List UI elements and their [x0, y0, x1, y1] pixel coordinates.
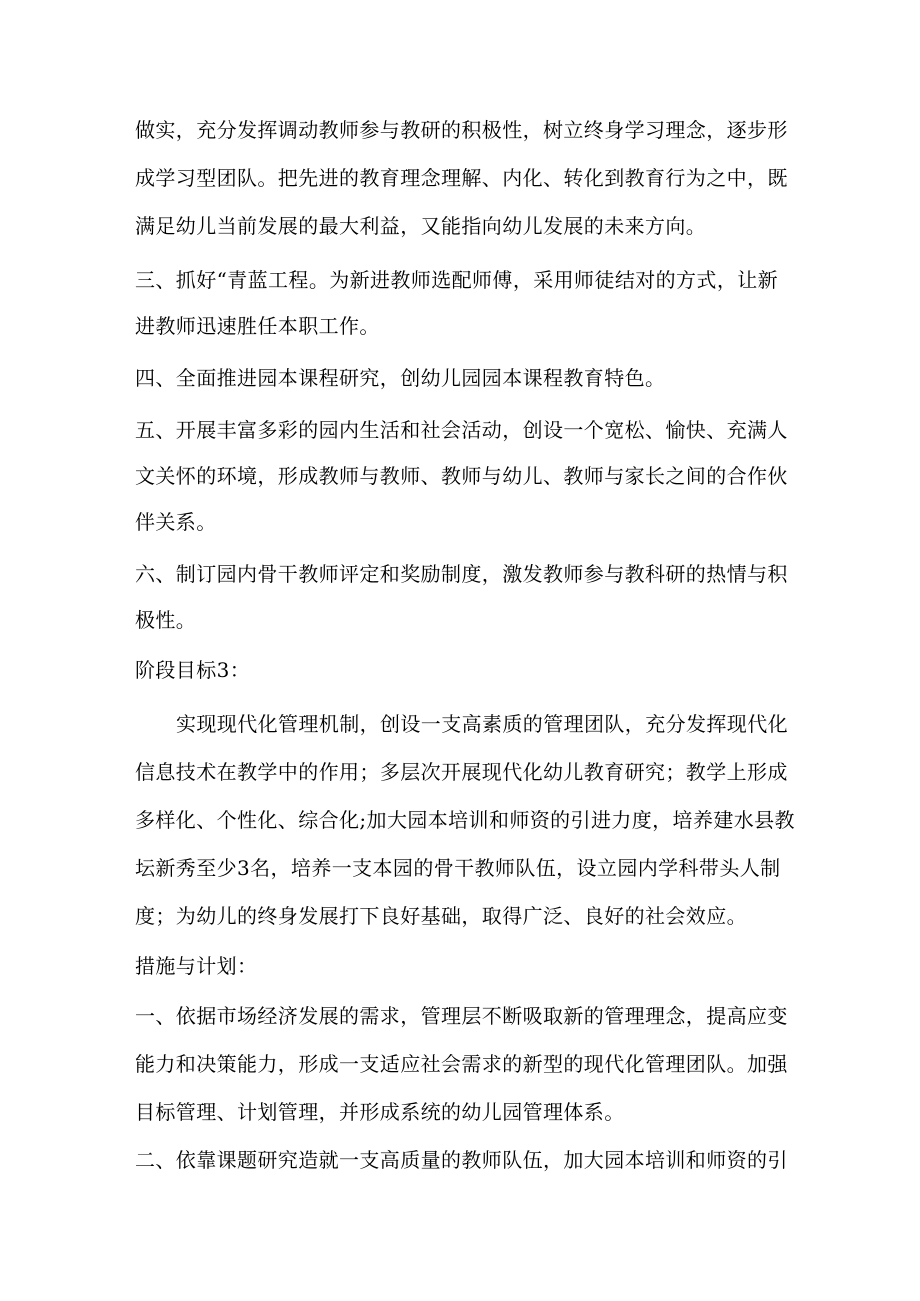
- section-heading: 措施与计划：: [135, 954, 258, 978]
- list-item-3: 三、抓好“青蓝工程。为新进教师选配师傅，采用师徒结对的方式，让新: [135, 268, 779, 292]
- list-item-5: 五、开展丰富多彩的园内生活和社会活动，创设一个宽松、愉快、充满人: [135, 418, 788, 442]
- paragraph-line: 坛新秀至少3名，培养一支本园的骨干教师队伍，设立园内学科带头人制: [135, 856, 781, 880]
- text-line: 做实，充分发挥调动教师参与教研的积极性，树立终身学习理念，逐步形: [135, 118, 788, 142]
- text-line: 进教师迅速胜任本职工作。: [135, 314, 380, 338]
- text-line: 极性。: [135, 608, 197, 632]
- text-line: 目标管理、计划管理，并形成系统的幼儿园管理体系。: [135, 1100, 625, 1124]
- list-item-4: 四、全面推进园本课程研究，创幼儿园园本课程教育特色。: [135, 366, 666, 390]
- paragraph-line: 多样化、个性化、综合化;加大园本培训和师资的引进力度，培养建水县教: [135, 808, 795, 832]
- text-line: 伴关系。: [135, 510, 217, 534]
- section-heading: 阶段目标3：: [135, 658, 251, 682]
- text-line: 成学习型团队。把先进的教育理念理解、内化、转化到教育行为之中，既: [135, 166, 788, 190]
- list-item-1: 一、依据市场经济发展的需求，管理层不断吸取新的管理理念，提高应变: [135, 1004, 788, 1028]
- paragraph-line: 度；为幼儿的终身发展打下良好基础，取得广泛、良好的社会效应。: [135, 904, 747, 928]
- list-item-2: 二、依靠课题研究造就一支高质量的教师队伍，加大园本培训和师资的引: [135, 1148, 788, 1172]
- list-item-6: 六、制订园内骨干教师评定和奖励制度，激发教师参与教科研的热情与积: [135, 562, 788, 586]
- paragraph-line: 实现现代化管理机制，创设一支高素质的管理团队，充分发挥现代化: [176, 712, 788, 736]
- paragraph-line: 信息技术在教学中的作用；多层次开展现代化幼儿教育研究；教学上形成: [135, 760, 788, 784]
- text-line: 能力和决策能力，形成一支适应社会需求的新型的现代化管理团队。加强: [135, 1052, 788, 1076]
- text-line: 文关怀的环境，形成教师与教师、教师与幼儿、教师与家长之间的合作伙: [135, 464, 788, 488]
- text-line: 满足幼儿当前发展的最大利益，又能指向幼儿发展的未来方向。: [135, 214, 707, 238]
